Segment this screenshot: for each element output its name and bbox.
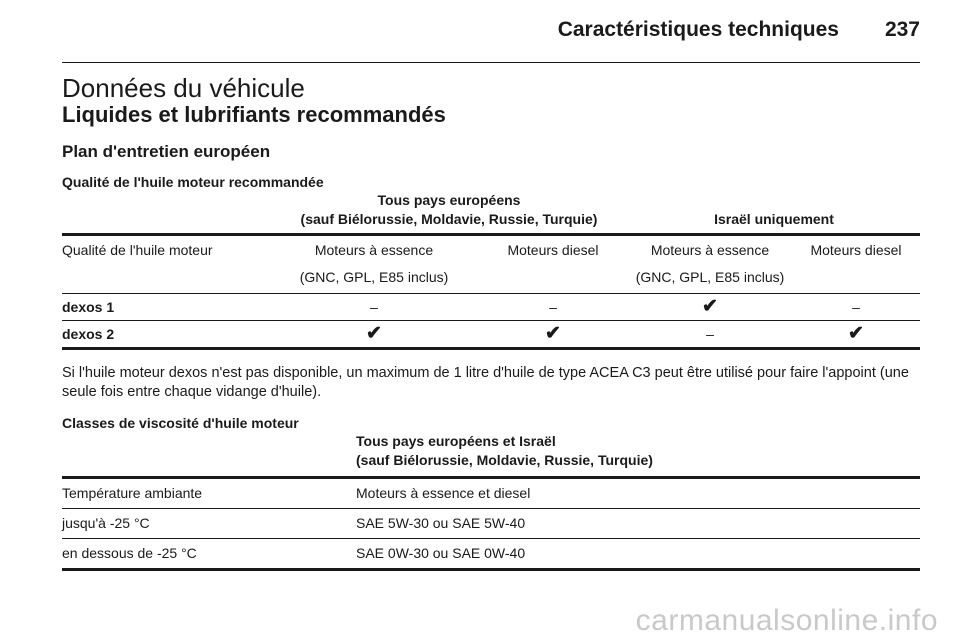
group-europe: Tous pays européens (sauf Biélorussie, Moldavie, Russie, Turquie) xyxy=(300,192,598,227)
oil-quality-table xyxy=(62,191,920,350)
table-row: dexos 2 ✔ ✔ – ✔ xyxy=(62,321,920,349)
subsection-heading: Plan d'entretien européen xyxy=(62,142,271,161)
col-temperature: Température ambiante xyxy=(62,485,203,501)
acea-note: Si l'huile moteur dexos n'est pas disponible, un maximum de 1 litre d'huile de type ACEA C3 peut être utilisé pour faire l'appoint (une seule fois entre chaque vidange d'huile). xyxy=(62,365,909,400)
viscosity-title: Classes de viscosité d'huile moteur xyxy=(62,415,299,431)
group-israel: Israël uniquement xyxy=(714,211,834,227)
table-cell: – xyxy=(852,299,860,315)
check-icon: ✔ xyxy=(848,323,864,344)
group-europe-israel: Tous pays européens et Israël (sauf Biélorussie, Moldavie, Russie, Turquie) xyxy=(356,433,653,468)
col-petrol-israel: Moteurs à essence (GNC, GPL, E85 inclus) xyxy=(635,242,785,285)
table-row: dexos 1 – – ✔ – xyxy=(62,294,920,321)
header-divider xyxy=(62,62,920,63)
col-petrol-europe: Moteurs à essence (GNC, GPL, E85 inclus) xyxy=(299,242,449,285)
oil-quality-title: Qualité de l'huile moteur recommandée xyxy=(62,174,324,190)
table-cell: – xyxy=(706,326,714,342)
column-header-row xyxy=(62,235,920,294)
viscosity-group-header xyxy=(62,432,920,478)
page-content xyxy=(62,74,920,571)
col-diesel-europe: Moteurs diesel xyxy=(507,242,599,258)
table-row: en dessous de -25 °C SAE 0W-30 ou SAE 0W-40 xyxy=(62,539,920,570)
viscosity-table xyxy=(62,432,920,571)
table-row: jusqu'à -25 °C SAE 5W-30 ou SAE 5W-40 xyxy=(62,509,920,539)
section-title: Caractéristiques techniques xyxy=(557,18,839,41)
page-number: 237 xyxy=(884,18,920,41)
col-engines: Moteurs à essence et diesel xyxy=(356,485,531,501)
check-icon: ✔ xyxy=(366,323,382,344)
section-heading: Liquides et lubrifiants recommandés xyxy=(62,102,446,127)
group-header-row xyxy=(62,191,920,235)
viscosity-column-header-row xyxy=(62,478,920,509)
watermark: carmanualsonline.info xyxy=(635,604,938,637)
check-icon: ✔ xyxy=(702,296,718,317)
table-cell: – xyxy=(549,299,557,315)
col-quality: Qualité de l'huile moteur xyxy=(62,242,213,258)
page-header xyxy=(558,18,920,42)
col-diesel-israel: Moteurs diesel xyxy=(810,242,902,258)
check-icon: ✔ xyxy=(545,323,561,344)
chapter-heading: Données du véhicule xyxy=(62,73,305,103)
table-cell: – xyxy=(370,299,378,315)
